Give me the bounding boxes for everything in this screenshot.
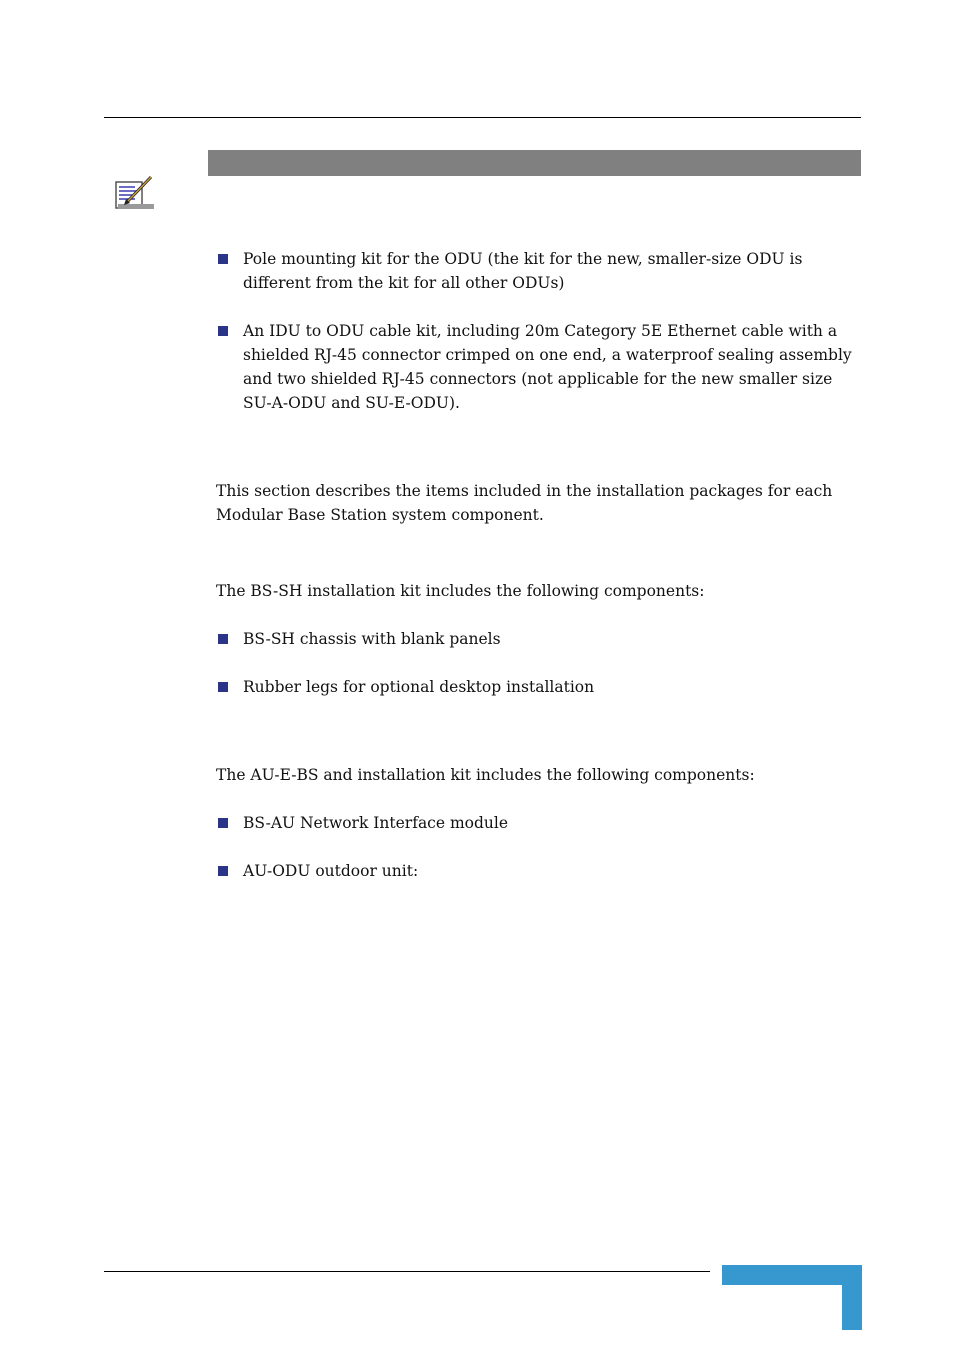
list-item-text: BS-AU Network Interface module — [243, 814, 509, 832]
list-item — [216, 675, 856, 699]
page-corner-accent-vertical — [842, 1265, 862, 1330]
bullet-square-icon — [218, 682, 228, 692]
list-item — [216, 627, 856, 651]
bullet-square-icon — [218, 634, 228, 644]
au-e-bs-intro-paragraph: The AU-E-BS and installation kit includes the following components: — [216, 766, 755, 784]
bullet-square-icon — [218, 326, 228, 336]
note-header-bar — [208, 150, 861, 176]
list-item — [216, 319, 856, 415]
list-item-text: An IDU to ODU cable kit, including 20m Category 5E Ethernet cable with a shielded RJ-45 connector crimped on one end, a waterproof sealing assembly and two shielded RJ-45 connectors (not applicable for the new smaller size SU-A-ODU and SU-E-ODU). — [243, 322, 852, 412]
list-item-text: BS-SH chassis with blank panels — [243, 630, 501, 648]
footer-rule — [104, 1271, 710, 1272]
list-item-text: Pole mounting kit for the ODU (the kit for the new, smaller-size ODU is different from the kit for all other ODUs) — [243, 250, 803, 292]
note-pad-pencil-icon — [113, 174, 157, 212]
bullet-square-icon — [218, 818, 228, 828]
list-item — [216, 859, 856, 883]
list-item — [216, 247, 856, 295]
header-rule — [104, 117, 861, 118]
section-intro-paragraph: This section describes the items included in the installation packages for each Modular Base Station system component. — [216, 482, 833, 524]
list-item-text: Rubber legs for optional desktop installation — [243, 678, 595, 696]
bs-sh-intro-paragraph: The BS-SH installation kit includes the following components: — [216, 582, 705, 600]
list-item-text: AU-ODU outdoor unit: — [243, 862, 419, 880]
page-corner-accent — [722, 1265, 862, 1285]
list-item — [216, 811, 856, 835]
bullet-square-icon — [218, 866, 228, 876]
bullet-square-icon — [218, 254, 228, 264]
